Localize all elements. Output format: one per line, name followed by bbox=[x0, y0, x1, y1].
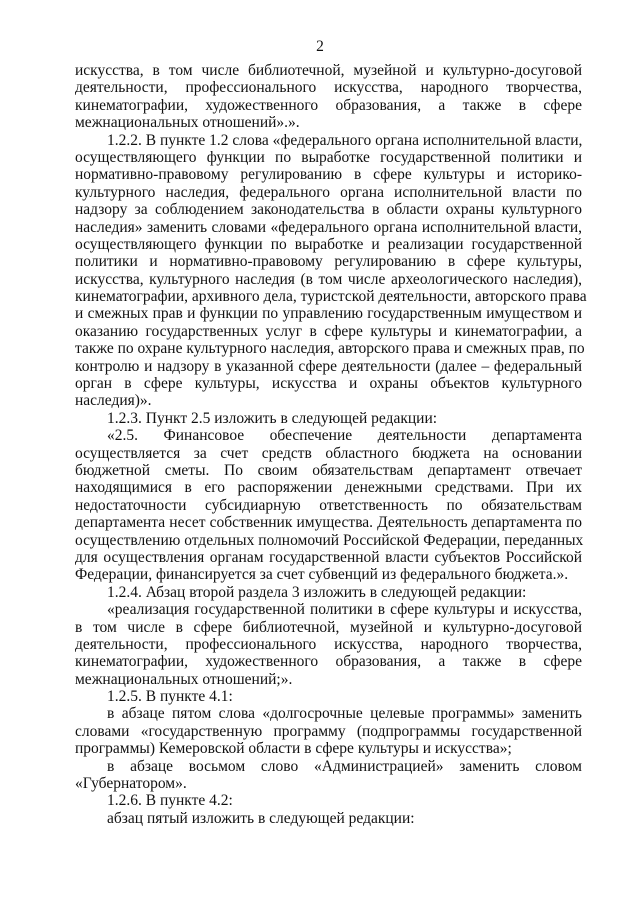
paragraph-1-2-5 bbox=[75, 688, 582, 705]
text-line: в абзаце восьмом слово «Администрацией» заменить словом bbox=[107, 757, 582, 775]
text-line: 1.2.3. Пункт 2.5 изложить в следующей редакции: bbox=[107, 409, 438, 427]
text-line: кинематографии, художественного образования, а также в сфере bbox=[75, 653, 582, 671]
text-line: 1.2.4. Абзац второй раздела 3 изложить в следующей редакции: bbox=[107, 583, 527, 601]
text-line: находящимися в его распоряжении денежными средствами. При их bbox=[75, 479, 582, 497]
paragraph-continuation bbox=[75, 62, 582, 132]
paragraph-section-3-quote bbox=[75, 601, 582, 688]
text-line: «реализация государственной политики в сфере культуры и искусства, bbox=[107, 601, 582, 619]
paragraph-abzac-5 bbox=[75, 705, 582, 757]
text-line: наследия» заменить словами «федерального органа исполнительной власти, bbox=[75, 218, 582, 236]
page-number: 2 bbox=[316, 38, 324, 55]
text-line: искусства, в том числе библиотечной, музейной и культурно-досуговой bbox=[75, 62, 582, 79]
text-line: недостаточности субсидиарную ответственность по обязательствам bbox=[75, 496, 582, 514]
text-line: орган в сфере культуры, искусства и охраны объектов культурного bbox=[75, 375, 582, 393]
text-line: 1.2.2. В пункте 1.2 слова «федерального органа исполнительной власти, bbox=[107, 131, 583, 149]
text-line: и смежных прав и функции по управлению государственным имуществом и bbox=[75, 305, 582, 323]
text-line: программы) Кемеровской области в сфере культуры и искусства»; bbox=[75, 740, 512, 758]
paragraph-1-2-4 bbox=[75, 584, 582, 601]
text-line: нормативно-правовому регулированию в сфере культуры и историко- bbox=[75, 166, 582, 184]
paragraph-2-5-quote bbox=[75, 427, 582, 584]
text-line: наследия)». bbox=[75, 392, 152, 410]
text-line: Федерации, финансируется за счет субвенций из федерального бюджета.». bbox=[75, 566, 569, 584]
text-line: департамента несет собственник имущества. Деятельность департамента по bbox=[75, 514, 582, 532]
text-line: для осуществления органам государственной власти субъектов Российской bbox=[75, 548, 582, 566]
text-line: осуществляется за счет средств областного бюджета на основании bbox=[75, 444, 582, 462]
text-line: оказанию государственных услуг в сфере культуры и кинематографии, а bbox=[75, 322, 582, 340]
text-line: также по охране культурного наследия, авторского права и смежных прав, по bbox=[75, 340, 585, 358]
text-line: «Губернатором». bbox=[75, 775, 187, 793]
text-line: абзац пятый изложить в следующей редакции: bbox=[107, 809, 415, 827]
text-line: в том числе в сфере библиотечной, музейной и культурно-досуговой bbox=[75, 618, 582, 636]
text-line: надзору за соблюдением законодательства в области охраны культурного bbox=[75, 201, 582, 219]
document-body bbox=[75, 62, 587, 827]
text-line: контролю и надзору в указанной сфере деятельности (далее – федеральный bbox=[75, 357, 582, 375]
text-line: деятельности, профессионального искусства, народного творчества, bbox=[75, 79, 582, 97]
paragraph-1-2-6 bbox=[75, 792, 582, 809]
text-line: политики и нормативно-правовому регулированию в сфере культуры, bbox=[75, 253, 582, 271]
text-line: словами «государственную программу (подпрограммы государственной bbox=[75, 722, 582, 740]
paragraph-1-2-3 bbox=[75, 410, 582, 427]
text-line: в абзаце пятом слова «долгосрочные целевые программы» заменить bbox=[107, 705, 582, 723]
text-line: осуществляющего функции по выработке государственной политики и bbox=[75, 148, 582, 166]
text-line: 1.2.6. В пункте 4.2: bbox=[107, 792, 233, 810]
paragraph-1-2-2 bbox=[75, 131, 587, 410]
paragraph-abzac-5-new bbox=[75, 810, 582, 827]
text-line: осуществляющего функции по выработке и реализации государственной bbox=[75, 235, 582, 253]
text-line: культурного наследия, федерального органа исполнительной власти по bbox=[75, 183, 582, 201]
text-line: межнациональных отношений;». bbox=[75, 670, 293, 688]
paragraph-abzac-8 bbox=[75, 758, 582, 793]
text-line: деятельности, профессионального искусства, народного творчества, bbox=[75, 635, 582, 653]
text-line: искусства, культурного наследия (в том числе археологического наследия), bbox=[75, 270, 582, 288]
text-line: кинематографии, архивного дела, туристской деятельности, авторского права bbox=[75, 288, 587, 306]
text-line: 1.2.5. В пункте 4.1: bbox=[107, 688, 233, 706]
text-line: кинематографии, художественного образования, а также в сфере bbox=[75, 96, 582, 114]
text-line: межнациональных отношений».». bbox=[75, 114, 300, 132]
text-line: осуществлению отдельных полномочий Российской Федерации, переданных bbox=[75, 531, 584, 549]
text-line: бюджетной сметы. По своим обязательствам департамент отвечает bbox=[75, 461, 582, 479]
text-line: «2.5. Финансовое обеспечение деятельности департамента bbox=[107, 427, 582, 445]
